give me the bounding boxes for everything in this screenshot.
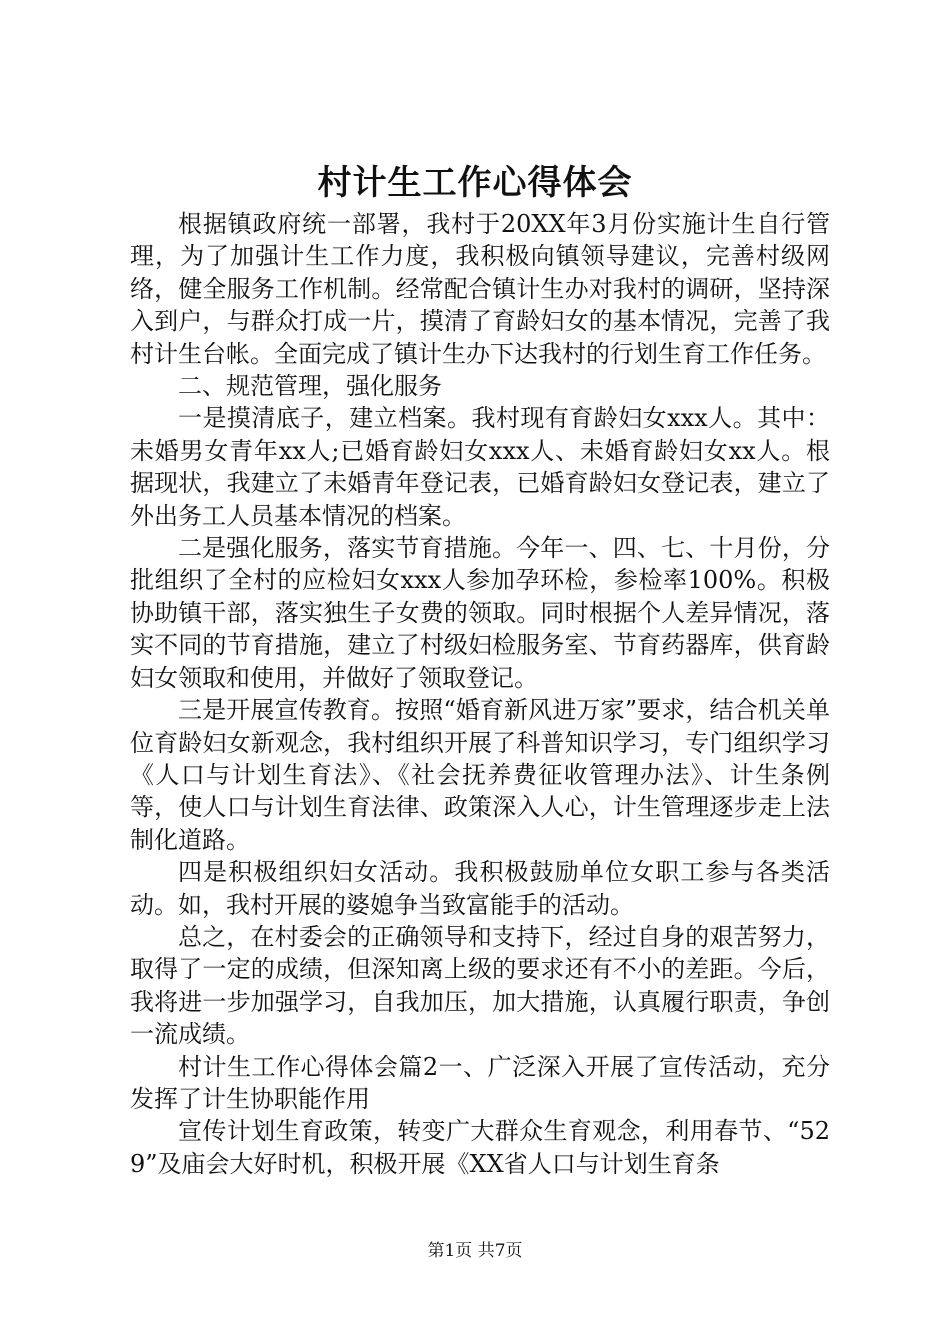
document-body — [130, 208, 830, 1180]
paragraph: 一是摸清底子，建立档案。我村现有育龄妇女xxx人。其中：未婚男女青年xx人;已婚育龄妇女xxx人、未婚育龄妇女xx人。根据现状，我建立了未婚青年登记表，已婚育龄妇女登记表，建立了外出务工人员基本情况的档案。 — [130, 404, 830, 530]
paragraph: 总之，在村委会的正确领导和支持下，经过自身的艰苦努力，取得了一定的成绩，但深知离上级的要求还有不小的差距。今后，我将进一步加强学习，自我加压，加大措施，认真履行职责，争创一流成绩。 — [130, 922, 830, 1049]
paragraph: 三是开展宣传教育。按照“婚育新风进万家”要求，结合机关单位育龄妇女新观念，我村组织开展了科普知识学习，专门组织学习《人口与计划生育法》、《社会抚养费征收管理办法》、计生条例等，使人口与计划生育法律、政策深入人心，计生管理逐步走上法制化道路。 — [130, 696, 830, 854]
paragraph: 四是积极组织妇女活动。我积极鼓励单位女职工参与各类活动。如，我村开展的婆媳争当致富能手的活动。 — [130, 858, 830, 919]
paragraph: 二是强化服务，落实节育措施。今年一、四、七、十月份，分批组织了全村的应检妇女xxx人参加孕环检，参检率100%。积极协助镇干部，落实独生子女费的领取。同时根据个人差异情况，落实不同的节育措施，建立了村级妇检服务室、节育药器库，供育龄妇女领取和使用，并做好了领取登记。 — [130, 534, 830, 692]
paragraph: 宣传计划生育政策，转变广大群众生育观念，利用春节、“529”及庙会大好时机，积极开展《XX省人口与计划生育条 — [130, 1117, 830, 1178]
page-number-footer: 第1页 共7页 — [427, 1241, 523, 1261]
paragraph: 村计生工作心得体会篇2一、广泛深入开展了宣传活动，充分发挥了计生协职能作用 — [130, 1052, 830, 1113]
document-title: 村计生工作心得体会 — [317, 163, 633, 203]
paragraph: 根据镇政府统一部署，我村于20XX年3月份实施计生自行管理，为了加强计生工作力度，我积极向镇领导建议，完善村级网络，健全服务工作机制。经常配合镇计生办对我村的调研，坚持深入到户，与群众打成一片，摸清了育龄妇女的基本情况，完善了我村计生台帐。全面完成了镇计生办下达我村的行划生育工作任务。 — [130, 210, 830, 368]
section-heading: 二、规范管理，强化服务 — [178, 372, 442, 401]
